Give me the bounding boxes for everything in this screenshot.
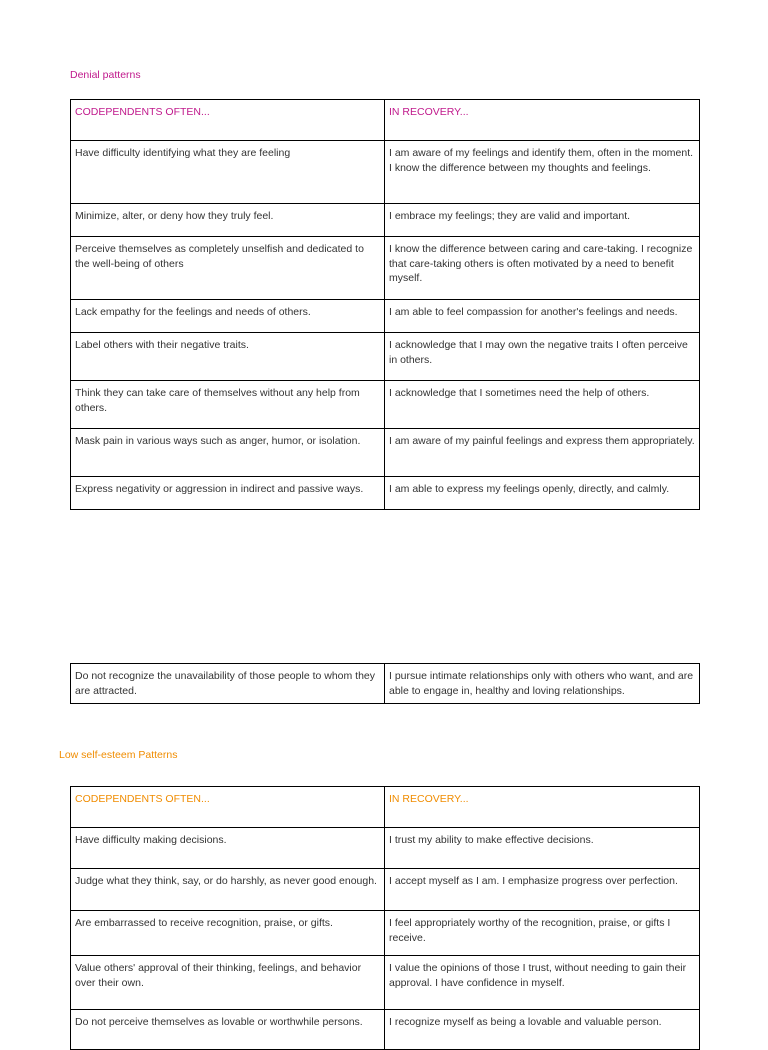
section-title-denial: Denial patterns [70,69,141,81]
recovery-cell: I know the difference between caring and care-taking. I recognize that care-taking others is often motivated by a need to benefit myself. [385,237,700,300]
often-cell: Have difficulty identifying what they are feeling [71,141,385,204]
header-codependents: CODEPENDENTS OFTEN... [71,787,385,828]
often-cell: Do not perceive themselves as lovable or worthwhile persons. [71,1010,385,1050]
table-row [71,204,700,237]
table-row [71,333,700,381]
often-cell: Label others with their negative traits. [71,333,385,381]
recovery-cell: I recognize myself as being a lovable and valuable person. [385,1010,700,1050]
table-row [71,1010,700,1050]
often-cell: Have difficulty making decisions. [71,828,385,869]
table-row [71,956,700,1010]
table-row [71,664,700,704]
often-cell: Think they can take care of themselves without any help from others. [71,381,385,429]
recovery-cell: I acknowledge that I sometimes need the help of others. [385,381,700,429]
table-row [71,429,700,477]
often-cell: Judge what they think, say, or do harshly, as never good enough. [71,869,385,911]
header-recovery: IN RECOVERY... [385,100,700,141]
recovery-cell: I value the opinions of those I trust, without needing to gain their approval. I have confidence in myself. [385,956,700,1010]
recovery-cell: I am aware of my feelings and identify them, often in the moment. I know the difference between my thoughts and feelings. [385,141,700,204]
recovery-cell: I am aware of my painful feelings and express them appropriately. [385,429,700,477]
table-row [71,828,700,869]
low-self-esteem-table [70,786,700,1050]
table-row [71,869,700,911]
table-header-row [71,100,700,141]
table-row [71,237,700,300]
table-row [71,141,700,204]
recovery-cell: I accept myself as I am. I emphasize progress over perfection. [385,869,700,911]
section-title-low-self-esteem: Low self-esteem Patterns [59,749,178,761]
often-cell: Perceive themselves as completely unselfish and dedicated to the well-being of others [71,237,385,300]
recovery-cell: I am able to express my feelings openly, directly, and calmly. [385,477,700,510]
recovery-cell: I trust my ability to make effective decisions. [385,828,700,869]
often-cell: Mask pain in various ways such as anger, humor, or isolation. [71,429,385,477]
denial-patterns-table [70,99,700,510]
recovery-cell: I pursue intimate relationships only with others who want, and are able to engage in, healthy and loving relationships. [385,664,700,704]
header-recovery: IN RECOVERY... [385,787,700,828]
table-row [71,477,700,510]
often-cell: Do not recognize the unavailability of those people to whom they are attracted. [71,664,385,704]
often-cell: Minimize, alter, or deny how they truly feel. [71,204,385,237]
table-row [71,300,700,333]
often-cell: Lack empathy for the feelings and needs of others. [71,300,385,333]
often-cell: Are embarrassed to receive recognition, praise, or gifts. [71,911,385,956]
recovery-cell: I embrace my feelings; they are valid and important. [385,204,700,237]
recovery-cell: I feel appropriately worthy of the recognition, praise, or gifts I receive. [385,911,700,956]
recovery-cell: I am able to feel compassion for another's feelings and needs. [385,300,700,333]
table-row [71,911,700,956]
recovery-cell: I acknowledge that I may own the negative traits I often perceive in others. [385,333,700,381]
often-cell: Value others' approval of their thinking, feelings, and behavior over their own. [71,956,385,1010]
table-header-row [71,787,700,828]
header-codependents: CODEPENDENTS OFTEN... [71,100,385,141]
often-cell: Express negativity or aggression in indirect and passive ways. [71,477,385,510]
table-row [71,381,700,429]
relationship-patterns-table [70,663,700,704]
